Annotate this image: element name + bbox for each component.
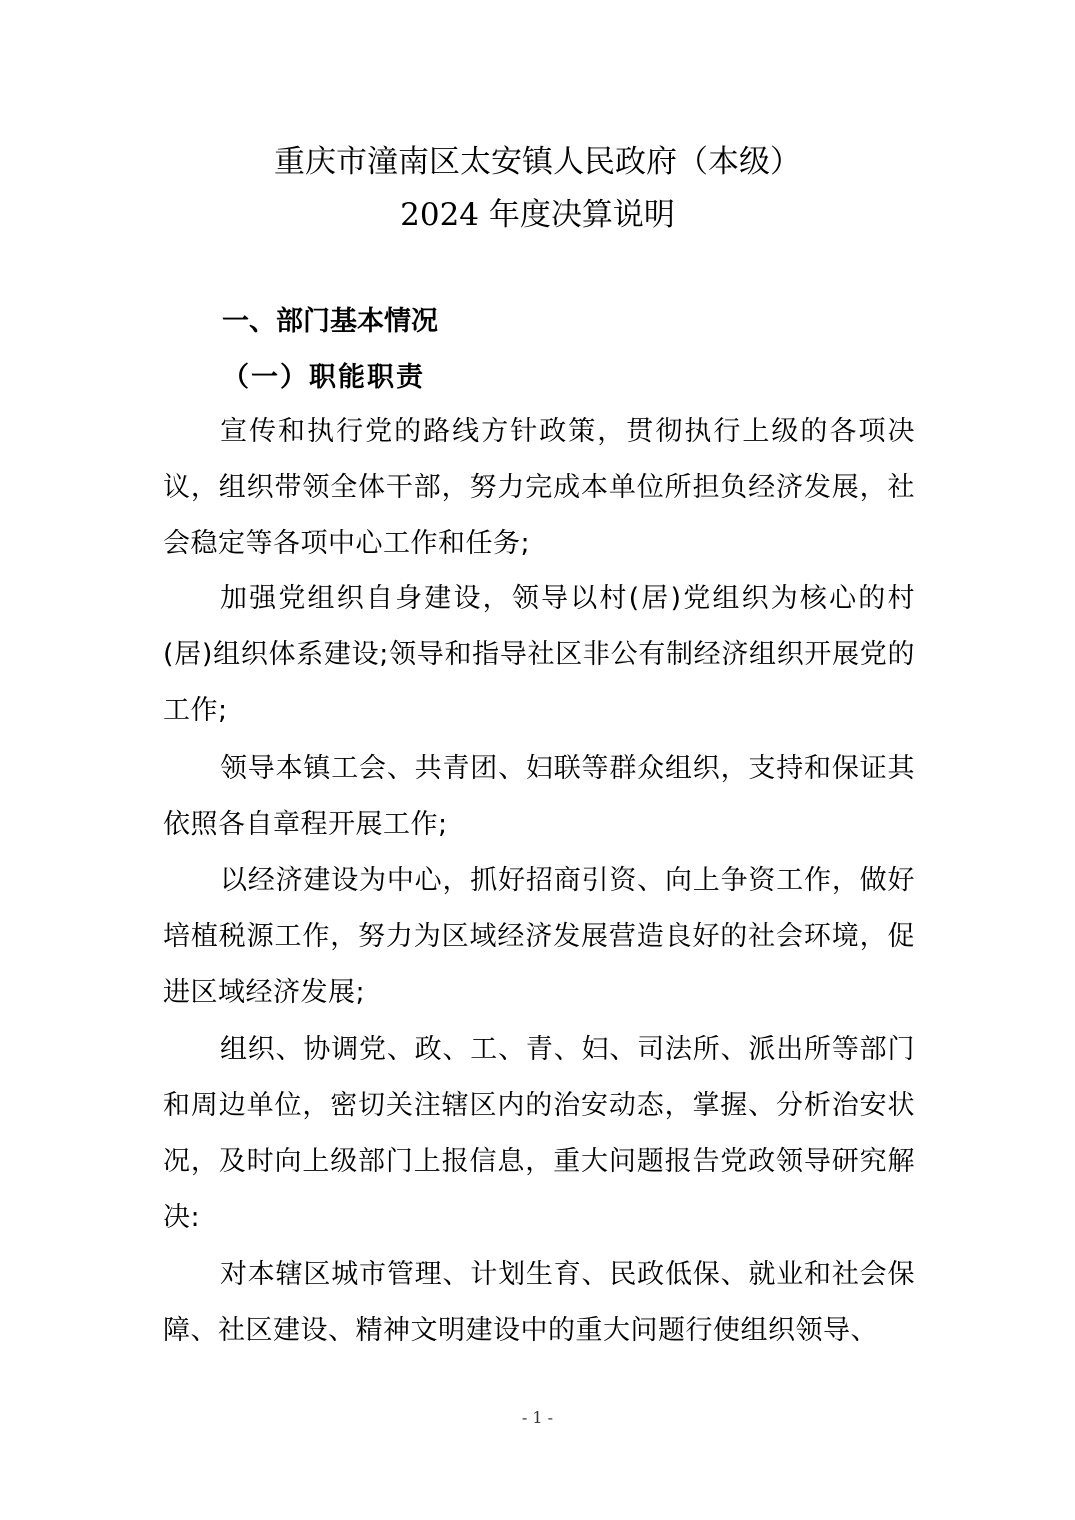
page-number: - 1 - <box>521 1408 554 1427</box>
paragraph: 宣传和执行党的路线方针政策，贯彻执行上级的各项决议，组织带领全体干部，努力完成本单位所担负经济发展，社会稳定等各项中心工作和任务; <box>163 416 915 559</box>
paragraph: 对本辖区城市管理、计划生育、民政低保、就业和社会保障、社区建设、精神文明建设中的重大问题行使组织领导、 <box>163 1259 915 1346</box>
subsection-heading: （一）职能职责 <box>222 362 425 393</box>
document-title: 重庆市潼南区太安镇人民政府（本级） <box>274 144 801 180</box>
section-heading: 一、部门基本情况 <box>222 306 438 337</box>
paragraph: 组织、协调党、政、工、青、妇、司法所、派出所等部门和周边单位，密切关注辖区内的治安动态，掌握、分析治安状况，及时向上级部门上报信息，重大问题报告党政领导研究解决: <box>163 1034 915 1233</box>
paragraph: 领导本镇工会、共青团、妇联等群众组织，支持和保证其依照各自章程开展工作; <box>163 753 915 840</box>
document-subtitle: 2024 年度决算说明 <box>400 197 675 233</box>
paragraph: 以经济建设为中心，抓好招商引资、向上争资工作，做好培植税源工作，努力为区域经济发展营造良好的社会环境，促进区域经济发展; <box>163 865 915 1008</box>
paragraph: 加强党组织自身建设，领导以村(居)党组织为核心的村(居)组织体系建设;领导和指导社区非公有制经济组织开展党的工作; <box>163 583 915 726</box>
